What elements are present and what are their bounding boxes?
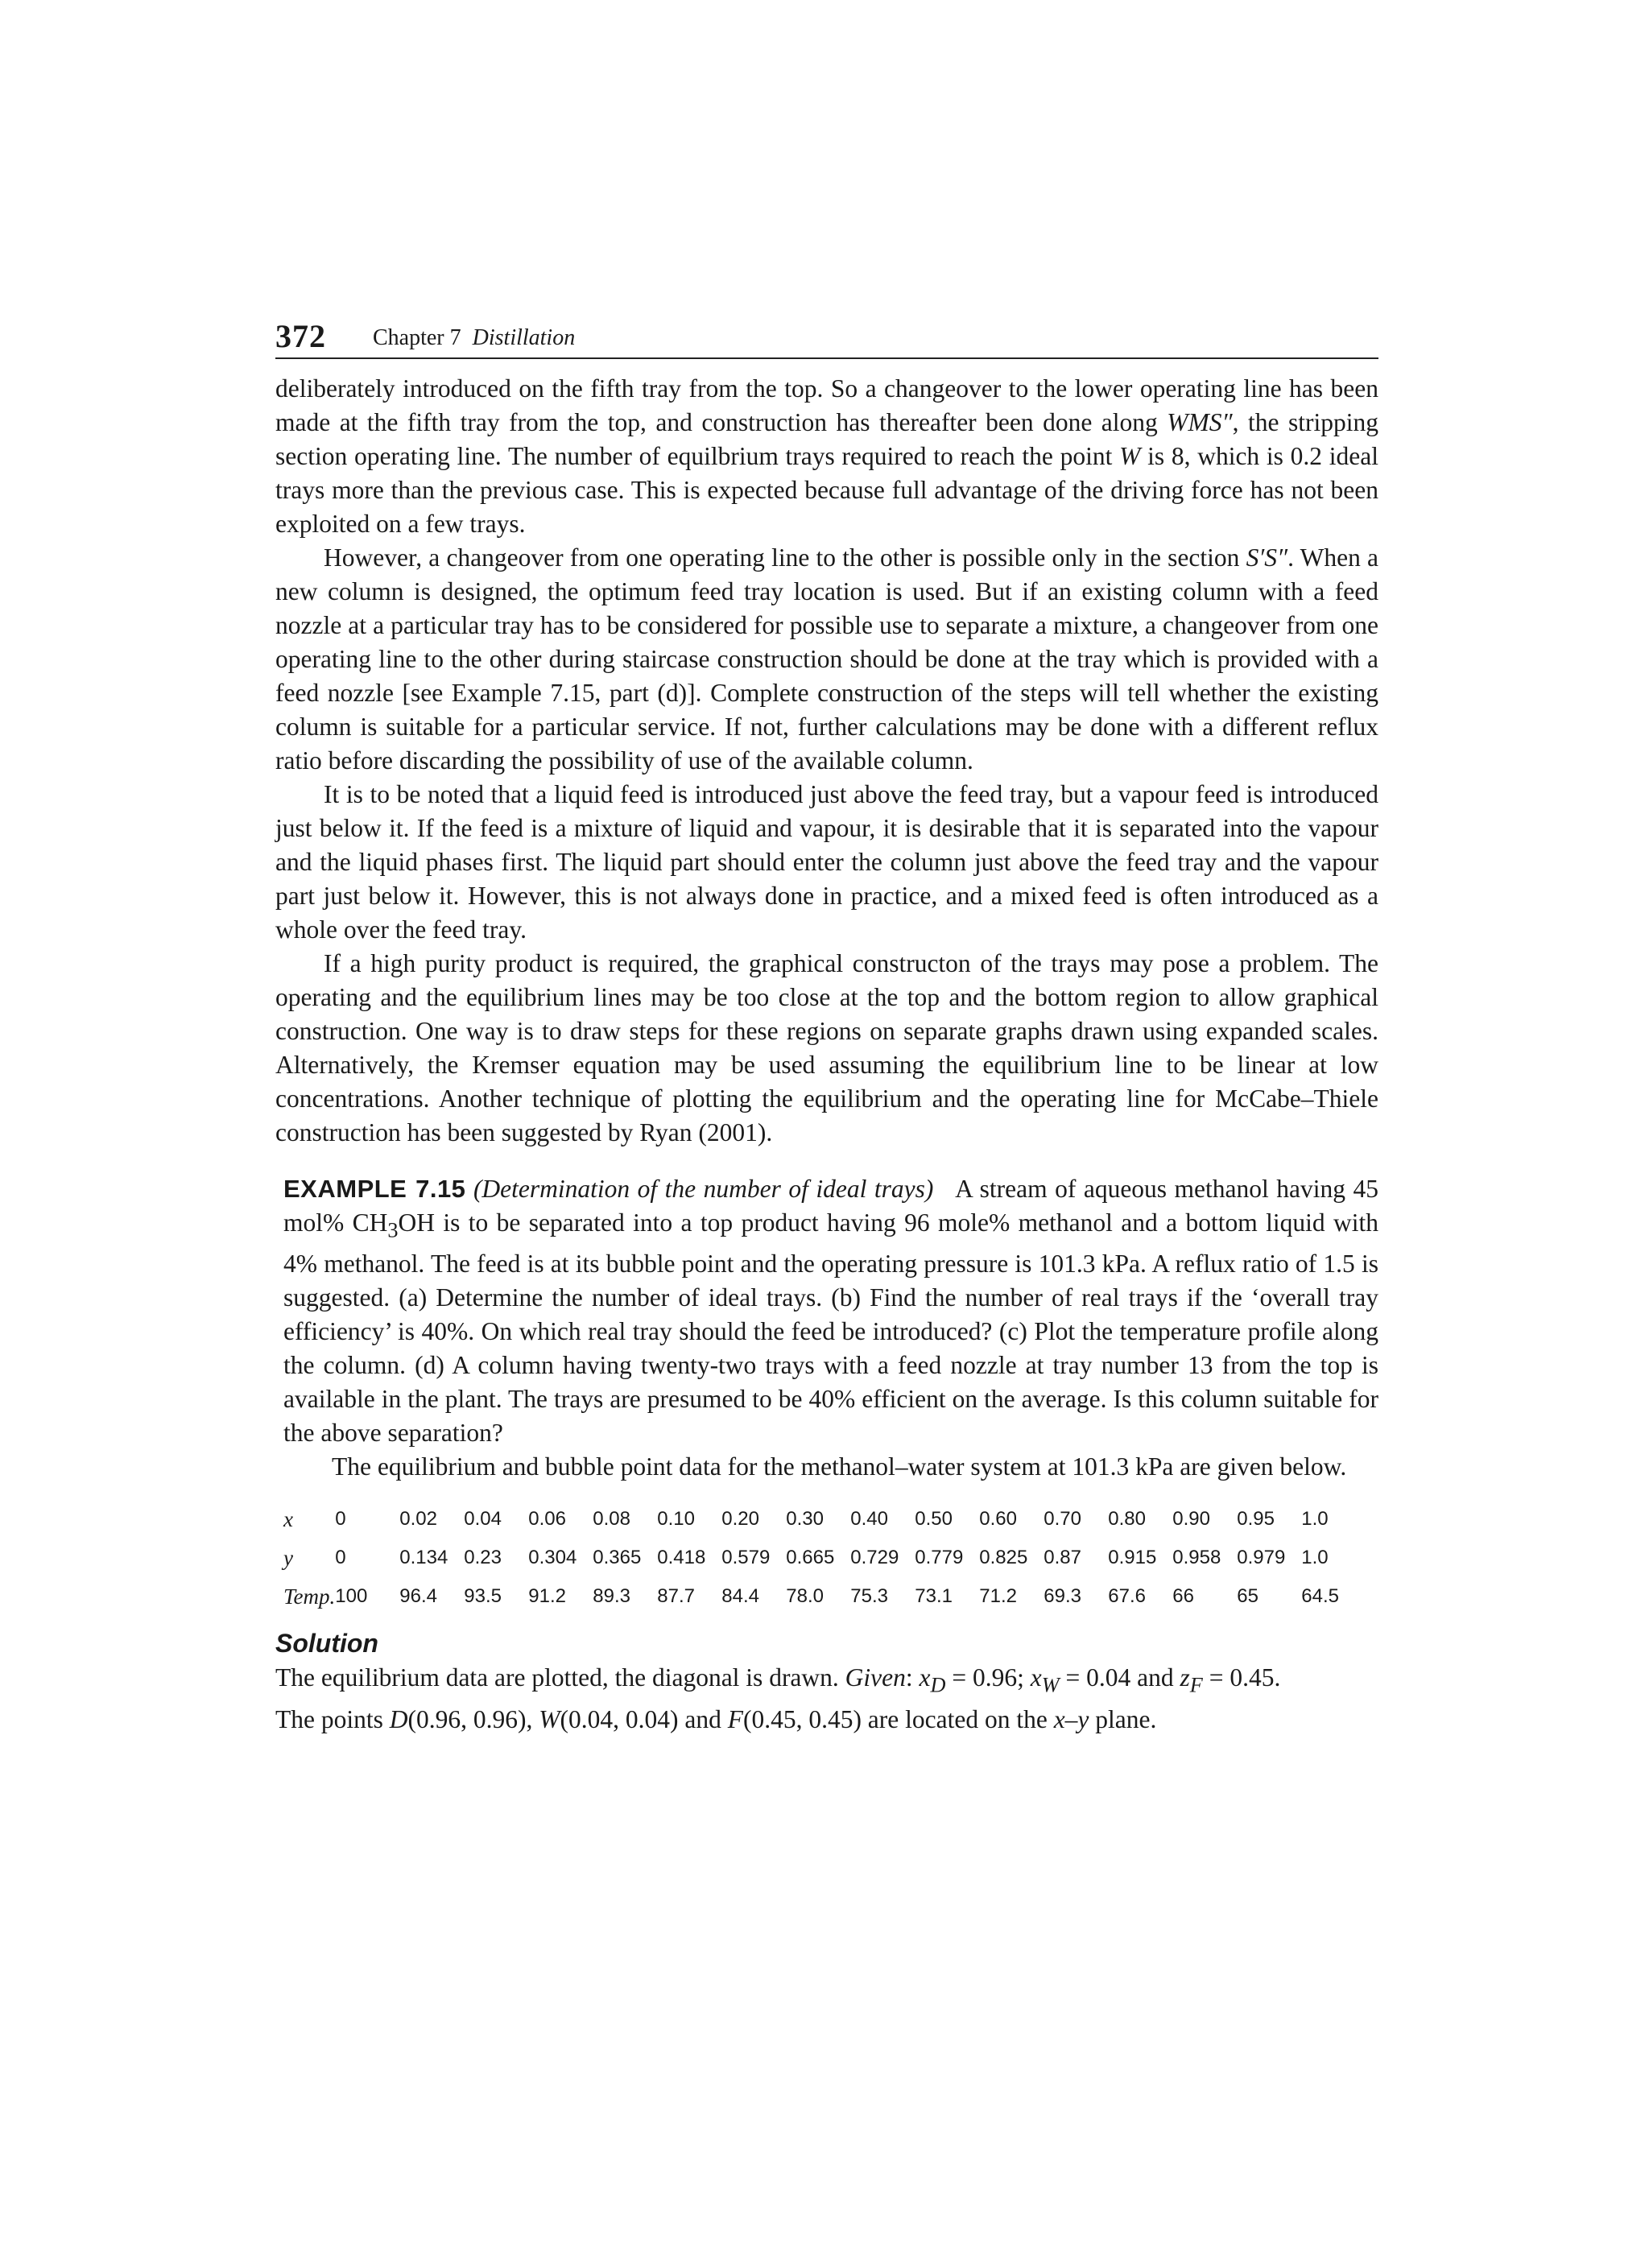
solution-text-end: plane. [1089, 1704, 1157, 1733]
table-cell: 0.825 [979, 1547, 1028, 1569]
table-cell: 0.30 [786, 1508, 824, 1531]
paragraph-1-text-a: deliberately introduced on the fifth tray from the top. So a changeover to the lower operating line has been made at the fifth tray from the top, and construction has thereafter been done along [275, 374, 1378, 436]
point-w-label: W [539, 1704, 560, 1733]
table-cell: 0.729 [850, 1547, 899, 1569]
paragraph-1-text-b: , the stripping section operating line. The number of equilbrium trays required to reach the point [275, 408, 1378, 470]
table-cell: 84.4 [721, 1585, 759, 1608]
table-cell: 91.2 [528, 1585, 566, 1608]
table-cell: 87.7 [657, 1585, 695, 1608]
solution-line-2 [275, 1703, 1378, 1737]
table-cell: 78.0 [786, 1585, 824, 1608]
solution-text-b: The points [275, 1704, 390, 1733]
example-statement [283, 1172, 1378, 1450]
point-w-label: W [1119, 442, 1141, 470]
table-cell: 75.3 [850, 1585, 888, 1608]
table-cell: 0.90 [1172, 1508, 1210, 1531]
table-cell: 0.665 [786, 1547, 835, 1569]
given-label: Given [845, 1663, 906, 1692]
xd-subscript: D [930, 1673, 946, 1697]
xw-subscript: W [1041, 1673, 1060, 1697]
table-cell: 0 [335, 1508, 346, 1531]
table-cell: 0.02 [399, 1508, 437, 1531]
section-ss-label: S′S″ [1246, 543, 1288, 572]
given-colon: : [905, 1663, 920, 1692]
point-w-value: (0.04, 0.04) and [560, 1704, 728, 1733]
table-cell: 0.134 [399, 1547, 448, 1569]
table-cell: 0.04 [464, 1508, 502, 1531]
table-cell: 0.23 [464, 1547, 502, 1569]
body-text [275, 372, 1378, 1150]
table-cell: 0.08 [593, 1508, 630, 1531]
paragraph-4: If a high purity product is required, the graphical constructon of the trays may pose a problem. The operating and the equilibrium lines may be too close at the top and the bottom region to allow graphical construction. One way is to draw steps for these regions on separate graphs drawn using expanded scales. Alternatively, the Kremser equation may be used assuming the equilibrium line to be linear at low concentrations. Another technique of plotting the equilibrium and the operating line for McCabe–Thiele construction has been suggested by Ryan (2001). [275, 949, 1378, 1146]
table-cell: 0.779 [915, 1547, 964, 1569]
zf-subscript: F [1189, 1673, 1203, 1697]
point-d-label: D [389, 1704, 408, 1733]
table-row [283, 1577, 1366, 1616]
row-label: x [283, 1506, 293, 1531]
table-cell: 0.365 [593, 1547, 642, 1569]
table-cell: 0.304 [528, 1547, 577, 1569]
table-cell: 0.579 [721, 1547, 771, 1569]
example-subtitle: (Determination of the number of ideal trays) [473, 1175, 934, 1203]
example-label: EXAMPLE 7.15 [283, 1175, 466, 1203]
solution-text [275, 1661, 1378, 1736]
table-cell: 73.1 [915, 1585, 953, 1608]
example-7-15 [283, 1172, 1378, 1484]
table-cell: 66 [1172, 1585, 1194, 1608]
table-cell: 1.0 [1301, 1547, 1329, 1569]
table-cell: 0.06 [528, 1508, 566, 1531]
book-page [275, 316, 1378, 1737]
table-cell: 0.20 [721, 1508, 759, 1531]
table-cell: 0.10 [657, 1508, 695, 1531]
table-row [283, 1500, 1366, 1539]
table-cell: 71.2 [979, 1585, 1017, 1608]
table-cell: 64.5 [1301, 1585, 1339, 1608]
table-cell: 0.87 [1044, 1547, 1081, 1569]
xd-value: = 0.96; [945, 1663, 1031, 1692]
table-cell: 0.40 [850, 1508, 888, 1531]
table-cell: 89.3 [593, 1585, 630, 1608]
solution-text-a: The equilibrium data are plotted, the diagonal is drawn. [275, 1663, 845, 1692]
table-cell: 0.915 [1108, 1547, 1157, 1569]
example-text-a: A stream of aqueous methanol having 45 mol% CH [283, 1175, 1379, 1237]
table-cell: 67.6 [1108, 1585, 1146, 1608]
solution-heading: Solution [275, 1629, 378, 1659]
paragraph-2 [275, 541, 1378, 778]
table-cell: 0.418 [657, 1547, 706, 1569]
data-intro: The equilibrium and bubble point data for the methanol–water system at 101.3 kPa are given below. [332, 1452, 1347, 1481]
paragraph-2-text-b: . When a new column is designed, the optimum feed tray location is used. But if an existing column with a feed nozzle at a particular tray has to be considered for possible use to separate a mixture, a changeover from one operating line to the other during staircase construction should be done at the tray which is provided with a feed nozzle [see Example 7.15, part (d)]. Complete construction of the steps will tell whether the existing column is suitable for a particular service. If not, further calculations may be done with a different reflux ratio before discarding the possibility of use of the available column. [275, 543, 1379, 775]
table-cell: 0 [335, 1547, 346, 1569]
table-cell: 0.958 [1172, 1547, 1221, 1569]
page-number: 372 [275, 318, 326, 354]
paragraph-2-text-a: However, a changeover from one operating line to the other is possible only in the section [324, 543, 1246, 572]
point-d-value: (0.96, 0.96), [407, 1704, 539, 1733]
formula-subscript: 3 [387, 1218, 399, 1242]
table-row [283, 1539, 1366, 1577]
equilibrium-data-table [283, 1500, 1366, 1616]
table-cell: 0.70 [1044, 1508, 1081, 1531]
plane-label: x–y [1053, 1704, 1089, 1733]
zf-value: = 0.45. [1202, 1663, 1281, 1692]
paragraph-3: It is to be noted that a liquid feed is introduced just above the feed tray, but a vapour feed is introduced just below it. If the feed is a mixture of liquid and vapour, it is desirable that it is separated into the vapour and the liquid phases first. The liquid part should enter the column just above the feed tray and the vapour part just below it. However, this is not always done in practice, and a mixed feed is often introduced as a whole over the feed tray. [275, 780, 1378, 944]
chapter-title: Distillation [472, 325, 576, 350]
table-cell: 100 [335, 1585, 368, 1608]
xw-value: = 0.04 and [1059, 1663, 1180, 1692]
paragraph-1-text-c: is 8, which is 0.2 ideal trays more than the previous case. This is expected because full advantage of the driving force has not been exploited on a few trays. [275, 442, 1378, 538]
chapter-number: Chapter 7 [373, 325, 461, 350]
wms-line-label: WMS″ [1167, 408, 1233, 436]
table-cell: 69.3 [1044, 1585, 1081, 1608]
paragraph-1 [275, 372, 1378, 541]
table-cell: 0.50 [915, 1508, 953, 1531]
solution-line-1 [275, 1661, 1378, 1702]
table-cell: 65 [1237, 1585, 1258, 1608]
xw-variable: x [1030, 1663, 1042, 1692]
xd-variable: x [919, 1663, 931, 1692]
example-text-b: OH is to be separated into a top product having 96 mole% methanol and a bottom liquid with 4% methanol. The feed is at its bubble point and the operating pressure is 101.3 kPa. A reflux ratio of 1.5 is suggested. (a) Determine the number of ideal trays. (b) Find the number of real trays if the ‘overall tray efficiency’ is 40%. On which real tray should the feed be introduced? (c) Plot the temperature profile along the column. (d) A column having twenty-two trays with a feed nozzle at tray number 13 from the top is available in the plant. The trays are presumed to be 40% efficient on the average. Is this column suitable for the above separation? [283, 1208, 1378, 1448]
running-head [275, 316, 1378, 359]
zf-variable: z [1180, 1663, 1190, 1692]
table-cell: 0.60 [979, 1508, 1017, 1531]
table-cell: 0.979 [1237, 1547, 1286, 1569]
point-f-value: (0.45, 0.45) are located on the [742, 1704, 1054, 1733]
row-label: y [283, 1545, 293, 1570]
table-cell: 93.5 [464, 1585, 502, 1608]
table-cell: 96.4 [399, 1585, 437, 1608]
chapter-reference [373, 325, 575, 351]
row-label: Temp. [283, 1584, 336, 1609]
table-cell: 0.80 [1108, 1508, 1146, 1531]
point-f-label: F [727, 1704, 743, 1733]
table-cell: 0.95 [1237, 1508, 1275, 1531]
table-cell: 1.0 [1301, 1508, 1329, 1531]
